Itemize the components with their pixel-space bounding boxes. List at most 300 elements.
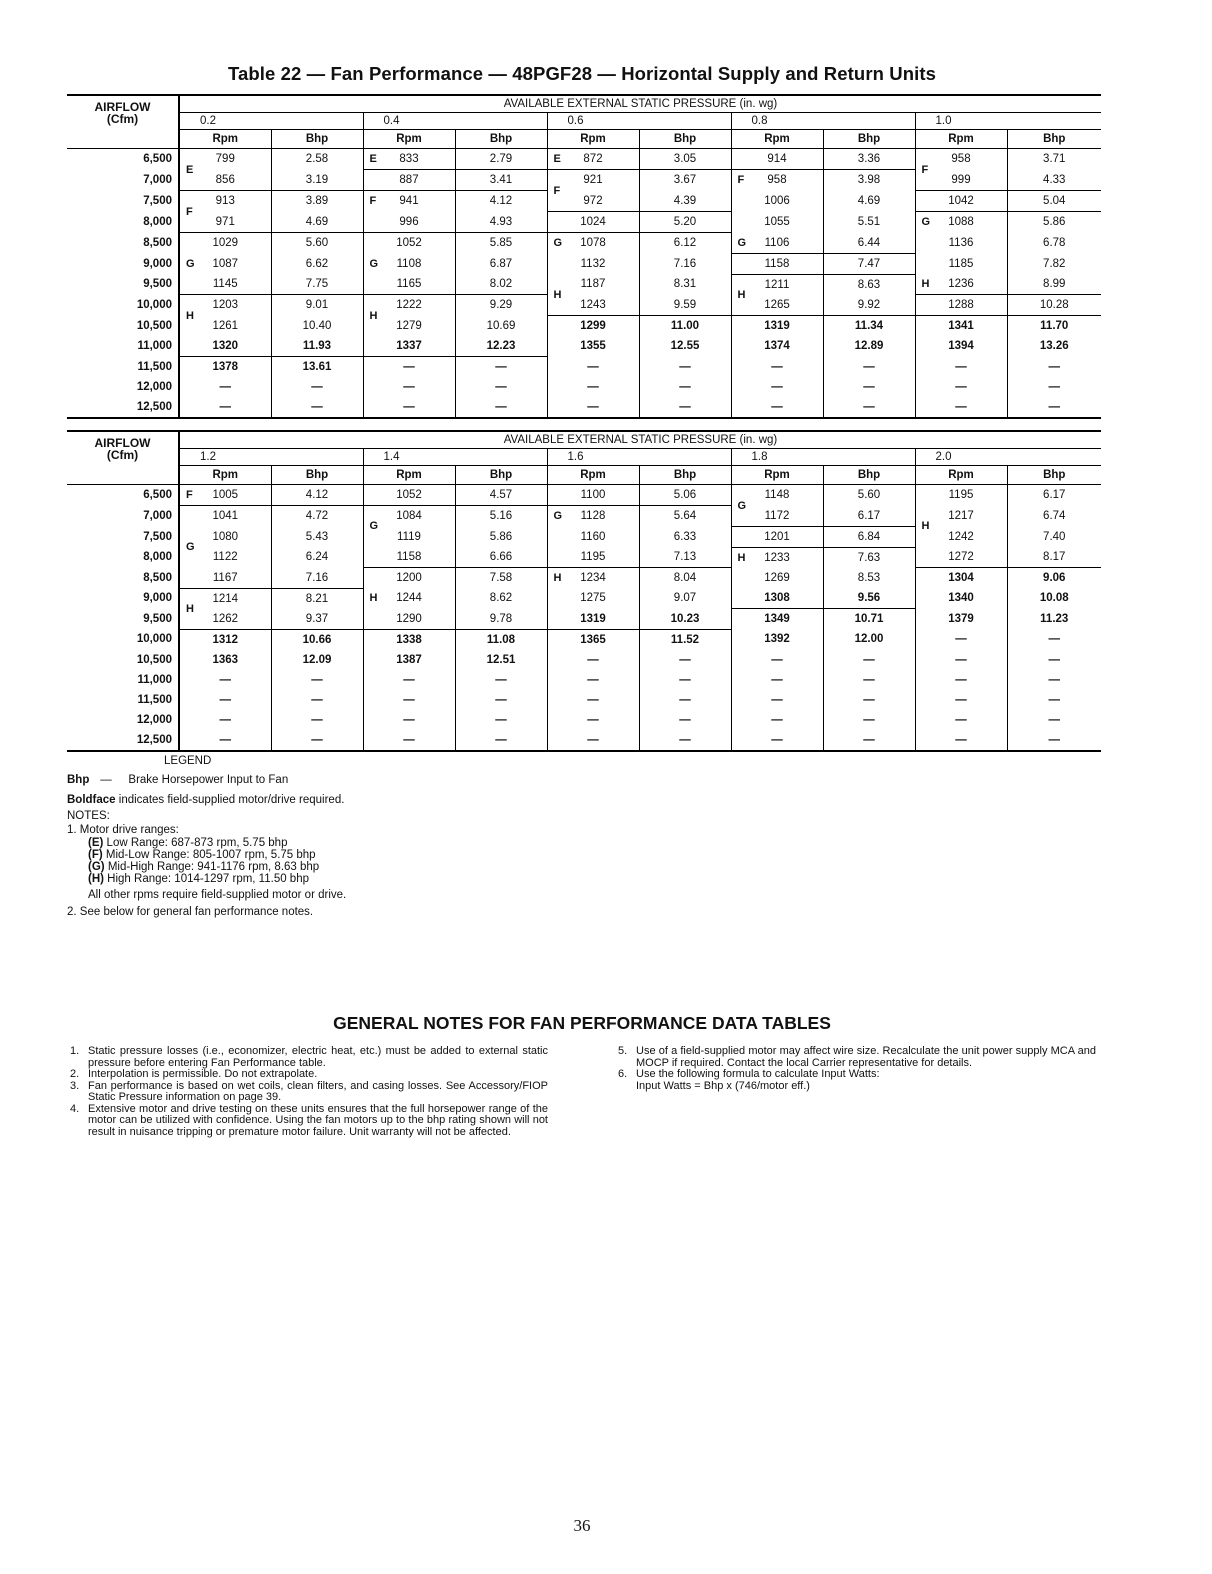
rpm-value — [915, 730, 1007, 751]
rpm-value — [731, 506, 823, 527]
bhp-value — [1007, 170, 1101, 191]
rpm-value — [547, 609, 639, 630]
cell-text: 1195 — [948, 489, 974, 502]
cell-text: — — [771, 360, 783, 373]
bhp-value — [639, 629, 731, 650]
rpm-value — [179, 295, 271, 322]
rpm-value — [915, 670, 1007, 690]
cell-text: 1195 — [580, 551, 606, 563]
rpm-value — [363, 295, 455, 322]
cell-text: 1304 — [948, 572, 974, 584]
cell-text: — — [863, 673, 875, 686]
bhp-value — [455, 629, 547, 650]
cell-text: — — [587, 693, 599, 706]
bhp-value — [639, 485, 731, 506]
drive-range-letter: H — [553, 288, 562, 301]
note-text: Static pressure losses (i.e., economizer, electric heat, etc.) must be added to external static pressure before entering Fan Performance table. — [88, 1045, 548, 1069]
cell-text: 913 — [215, 195, 235, 208]
pressure-header: 1.0 — [915, 113, 1101, 130]
cell-text: 833 — [399, 153, 419, 165]
drive-range-text: Mid-High Range: 941-1176 rpm, 8.63 bhp — [107, 861, 320, 873]
cell-text: 12.89 — [854, 340, 884, 353]
bhp-value — [823, 170, 915, 191]
bhp-value — [639, 316, 731, 337]
rpm-value — [731, 526, 823, 547]
legend-bhp-def: Brake Horsepower Input to Fan — [128, 774, 289, 786]
bhp-value — [823, 547, 915, 568]
bhp-value — [271, 316, 363, 337]
cell-text: 996 — [399, 215, 419, 228]
cell-text: 1024 — [580, 216, 606, 228]
cell-text: 1299 — [580, 320, 606, 332]
cell-text: 1158 — [764, 257, 790, 270]
cell-text: 1262 — [212, 612, 239, 625]
rpm-value — [547, 149, 639, 170]
airflow-value: 9,000 — [67, 253, 179, 274]
rpm-value — [179, 485, 271, 506]
cell-text: 6.17 — [1043, 489, 1066, 502]
bhp-value — [1007, 588, 1101, 609]
cell-text: 5.86 — [1043, 216, 1066, 229]
cell-text: 5.16 — [489, 510, 513, 522]
drive-range-letter: F — [921, 163, 929, 176]
cell-text: 1211 — [764, 278, 790, 291]
rpm-value — [731, 316, 823, 337]
cell-text: 11.08 — [486, 633, 516, 646]
cell-text: 1042 — [948, 195, 974, 207]
general-notes-title: GENERAL NOTES FOR FAN PERFORMANCE DATA TABLES — [333, 1013, 831, 1033]
rpm-value — [179, 730, 271, 751]
cell-text: 9.07 — [673, 592, 697, 605]
rpm-value — [363, 629, 455, 650]
drive-range-item — [88, 849, 667, 861]
cell-text: 1132 — [580, 257, 606, 270]
cell-text: 1312 — [212, 633, 239, 646]
general-note — [618, 1069, 1096, 1081]
note-number: 5. — [618, 1045, 628, 1057]
airflow-value: 10,000 — [67, 295, 179, 316]
legend-bhp — [67, 773, 667, 787]
bhp-value — [455, 650, 547, 670]
bhp-value — [455, 588, 547, 609]
rpm-value — [915, 212, 1007, 233]
cell-text: 941 — [399, 195, 419, 208]
cell-text: 10.66 — [302, 633, 332, 646]
bhp-value — [271, 377, 363, 397]
cell-text: 1222 — [396, 299, 422, 312]
cell-text: 1055 — [764, 216, 790, 228]
rpm-value — [363, 274, 455, 295]
bhp-header: Bhp — [1007, 466, 1101, 485]
cell-text: 1234 — [580, 572, 606, 584]
bhp-value — [639, 336, 731, 357]
airflow-value: 7,000 — [67, 170, 179, 191]
rpm-value — [179, 253, 271, 274]
rpm-value — [363, 253, 455, 274]
drive-ranges — [88, 837, 667, 885]
cell-text: 3.98 — [857, 174, 881, 187]
note-text: Use of a field-supplied motor may affect wire size. Recalculate the unit power supply MCA and MOCP if required. Contact the local Carrier representative for details. — [636, 1045, 1096, 1069]
rpm-value — [915, 690, 1007, 710]
rpm-header: Rpm — [179, 466, 271, 485]
rpm-value — [363, 710, 455, 730]
cell-text: 1214 — [212, 592, 239, 605]
cell-text: 1052 — [396, 489, 422, 501]
bhp-value — [823, 485, 915, 506]
bhp-value — [1007, 526, 1101, 547]
rpm-value — [915, 295, 1007, 316]
drive-range-letter: E — [369, 153, 377, 165]
cell-text: 7.58 — [489, 572, 513, 584]
rpm-value — [179, 710, 271, 730]
bhp-value — [823, 191, 915, 212]
bhp-value — [639, 588, 731, 609]
drive-range-letter: E — [553, 153, 561, 165]
cell-text: 1288 — [948, 299, 974, 311]
cell-text: — — [955, 693, 967, 706]
bhp-value — [639, 526, 731, 547]
bhp-value — [639, 212, 731, 233]
cell-text: 1341 — [948, 320, 974, 332]
cell-text: 1374 — [764, 340, 790, 353]
rpm-value — [915, 170, 1007, 191]
rpm-value — [915, 397, 1007, 418]
rpm-value — [363, 170, 455, 191]
rpm-value — [179, 547, 271, 568]
cell-text: 4.12 — [489, 195, 513, 208]
bhp-value — [455, 295, 547, 316]
rpm-value — [363, 690, 455, 710]
drive-range-text: Mid-Low Range: 805-1007 rpm, 5.75 bhp — [105, 849, 316, 861]
bhp-value — [271, 336, 363, 357]
rpm-value — [363, 526, 455, 547]
rpm-value — [363, 191, 455, 212]
cell-text: 11.34 — [854, 320, 884, 332]
airflow-value: 12,500 — [67, 730, 179, 751]
bhp-value — [823, 397, 915, 418]
cell-text: 8.63 — [857, 278, 881, 291]
rpm-value — [179, 336, 271, 357]
note-text: Extensive motor and drive testing on these units ensures that the full horsepower range of the motor can be utilized with confidence. Using the fan motors up to the bhp rating shown will not result in nuisance tripping or premature motor failure. Unit warranty will not be affected. — [88, 1102, 548, 1138]
rpm-value — [179, 609, 271, 630]
cell-text: 958 — [767, 174, 787, 187]
cell-text: — — [863, 360, 875, 373]
cell-text: — — [771, 381, 783, 393]
rpm-value — [547, 547, 639, 568]
bhp-value — [271, 526, 363, 547]
cell-text: 6.87 — [489, 257, 513, 270]
airflow-value: 9,000 — [67, 588, 179, 609]
rpm-value — [915, 149, 1007, 176]
input-watts-formula: Input Watts = Bhp x (746/motor eff.) — [636, 1079, 810, 1092]
bhp-value — [271, 629, 363, 650]
cell-text: — — [679, 401, 691, 413]
rpm-value — [915, 710, 1007, 730]
rpm-value — [915, 547, 1007, 568]
drive-range-letter: H — [186, 602, 194, 615]
cell-text: 1236 — [948, 278, 974, 290]
rpm-value — [731, 191, 823, 212]
rpm-value — [547, 377, 639, 397]
rpm-value — [179, 170, 271, 191]
cell-text: 7.63 — [857, 551, 881, 564]
cell-text: 1005 — [212, 489, 239, 501]
rpm-value — [547, 690, 639, 710]
note-2: 2. See below for general fan performance notes. — [67, 906, 314, 918]
rpm-value — [731, 730, 823, 751]
rpm-value — [915, 629, 1007, 650]
cell-text: 2.79 — [489, 153, 513, 165]
cell-text: 1290 — [396, 612, 422, 625]
rpm-value — [179, 233, 271, 254]
cell-text: — — [495, 693, 507, 706]
cell-text: 1279 — [396, 319, 422, 332]
bhp-header: Bhp — [1007, 130, 1101, 149]
cell-text: 1363 — [212, 653, 239, 666]
cell-text: 7.13 — [673, 551, 697, 563]
bhp-value — [271, 547, 363, 568]
drive-range-letter: H — [737, 551, 746, 564]
drive-range-letter: F — [186, 489, 193, 501]
drive-range-item — [88, 861, 667, 873]
cell-text: 1006 — [764, 195, 790, 207]
cell-text: — — [219, 381, 231, 393]
cell-text: 1087 — [212, 257, 239, 270]
cell-text: 3.89 — [305, 195, 329, 208]
cell-text: 4.33 — [1043, 173, 1066, 186]
rpm-value — [547, 316, 639, 337]
rpm-value — [547, 650, 639, 670]
airflow-value: 8,000 — [67, 212, 179, 233]
cell-text: — — [403, 733, 415, 746]
rpm-value — [547, 233, 639, 254]
bhp-value — [639, 547, 731, 568]
rpm-value — [547, 485, 639, 506]
rpm-value — [547, 710, 639, 730]
cell-text: 5.60 — [305, 237, 329, 249]
bhp-value — [455, 730, 547, 751]
general-note — [70, 1081, 548, 1104]
cell-text: 8.17 — [1043, 551, 1066, 563]
cell-text: 1145 — [212, 278, 238, 290]
rpm-value — [915, 274, 1007, 295]
rpm-value — [731, 670, 823, 690]
bhp-value — [639, 295, 731, 316]
pressure-header: 2.0 — [915, 449, 1101, 466]
bhp-value — [1007, 547, 1101, 568]
rpm-header: Rpm — [915, 130, 1007, 149]
legend-heading: LEGEND — [164, 755, 212, 767]
cell-text: 958 — [951, 153, 971, 166]
rpm-value — [179, 191, 271, 218]
cell-text: 1100 — [580, 489, 606, 501]
rpm-value — [915, 485, 1007, 506]
cell-text: 5.60 — [857, 489, 881, 502]
drive-range-code: (F) — [88, 849, 103, 861]
airflow-value: 7,500 — [67, 191, 179, 212]
bhp-value — [639, 253, 731, 274]
cell-text: 12.55 — [670, 340, 700, 353]
bhp-value — [1007, 336, 1101, 357]
cell-text: 1337 — [396, 340, 422, 352]
pressure-header: 1.2 — [179, 449, 363, 466]
bhp-value — [271, 233, 363, 254]
airflow-unit: (Cfm) — [106, 111, 139, 126]
rpm-value — [179, 506, 271, 527]
bhp-value — [271, 690, 363, 710]
rpm-value — [915, 191, 1007, 212]
airflow-value: 12,500 — [67, 397, 179, 418]
cell-text: 13.26 — [1039, 340, 1069, 353]
bhp-value — [639, 568, 731, 589]
cell-text: 1148 — [764, 489, 790, 502]
rpm-value — [179, 397, 271, 418]
cell-text: 9.06 — [1043, 572, 1066, 584]
pressure-header: 1.8 — [731, 449, 915, 466]
rpm-value — [547, 295, 639, 316]
drive-range-letter: G — [369, 520, 379, 532]
rpm-value — [179, 650, 271, 670]
rpm-header: Rpm — [179, 130, 271, 149]
drive-range-letter: H — [921, 520, 930, 532]
bhp-header: Bhp — [271, 466, 363, 485]
drive-range-letter: F — [737, 174, 745, 187]
bhp-value — [823, 670, 915, 690]
cell-text: — — [587, 653, 599, 666]
rpm-header: Rpm — [731, 466, 823, 485]
bhp-value — [823, 336, 915, 357]
bhp-value — [455, 233, 547, 254]
rpm-value — [915, 506, 1007, 532]
cell-text: 1185 — [948, 257, 974, 270]
cell-text: 1187 — [580, 278, 606, 291]
bhp-value — [823, 357, 915, 378]
cell-text: 1233 — [764, 551, 790, 564]
rpm-value — [363, 336, 455, 357]
cell-text: — — [311, 401, 323, 413]
cell-text: 914 — [767, 153, 787, 165]
cell-text: 1172 — [764, 509, 790, 522]
cell-text: 1387 — [396, 653, 422, 666]
cell-text: — — [403, 673, 415, 686]
bhp-value — [823, 730, 915, 751]
rpm-value — [915, 526, 1007, 547]
cell-text: 12.23 — [486, 340, 516, 352]
airflow-unit: (Cfm) — [106, 447, 139, 462]
cell-text: 1080 — [212, 530, 239, 543]
cell-text: 6.74 — [1043, 509, 1066, 522]
rpm-value — [363, 568, 455, 589]
bhp-value — [823, 710, 915, 730]
cell-text: — — [219, 673, 231, 686]
cell-text: 9.56 — [857, 592, 881, 604]
rpm-header: Rpm — [547, 466, 639, 485]
cell-text: 6.66 — [489, 551, 513, 563]
cell-text: 1041 — [212, 510, 239, 522]
cell-text: 1275 — [580, 592, 606, 605]
cell-text: — — [771, 693, 783, 706]
cell-text: 872 — [583, 153, 603, 165]
cell-text: — — [955, 733, 967, 746]
airflow-value: 10,000 — [67, 629, 179, 650]
rpm-value — [363, 650, 455, 670]
drive-range-letter: G — [553, 237, 563, 249]
bhp-value — [639, 710, 731, 730]
cell-text: 9.37 — [305, 612, 329, 625]
bhp-value — [823, 233, 915, 254]
bhp-value — [271, 485, 363, 506]
bhp-header: Bhp — [271, 130, 363, 149]
cell-text: — — [955, 713, 967, 726]
rpm-header: Rpm — [547, 130, 639, 149]
drive-range-code: (E) — [88, 837, 104, 849]
legend-boldface-note — [67, 793, 667, 807]
drive-range-letter: H — [369, 592, 378, 605]
bhp-value — [639, 357, 731, 378]
bhp-value — [639, 650, 731, 670]
pressure-header: 0.2 — [179, 113, 363, 130]
drive-range-letter: H — [921, 278, 930, 290]
cell-text: 1319 — [764, 320, 790, 332]
cell-text: 5.20 — [673, 216, 697, 228]
rpm-value — [915, 588, 1007, 609]
rpm-value — [915, 650, 1007, 670]
bhp-value — [1007, 357, 1101, 378]
cell-text: — — [771, 733, 783, 746]
airflow-value: 6,500 — [67, 485, 179, 506]
rpm-value — [547, 397, 639, 418]
cell-text: 1029 — [212, 237, 239, 249]
rpm-value — [731, 212, 823, 233]
rpm-value — [363, 212, 455, 233]
cell-text: 1128 — [580, 510, 606, 522]
cell-text: — — [1048, 653, 1060, 666]
rpm-value — [363, 506, 455, 532]
bhp-value — [823, 274, 915, 295]
cell-text: — — [771, 713, 783, 726]
airflow-value: 6,500 — [67, 149, 179, 170]
cell-text: — — [311, 673, 323, 686]
note-1-tail: All other rpms require field-supplied motor or drive. — [88, 889, 347, 901]
bhp-value — [1007, 670, 1101, 690]
bhp-value — [823, 650, 915, 670]
cell-text: — — [679, 673, 691, 686]
bhp-value — [455, 568, 547, 589]
bhp-value — [271, 149, 363, 170]
cell-text: 8.62 — [489, 592, 513, 605]
cell-text: — — [311, 713, 323, 726]
rpm-value — [547, 274, 639, 301]
cell-text: 8.31 — [673, 278, 697, 291]
cell-text: 1052 — [396, 237, 422, 249]
airflow-label: AIRFLOW — [94, 99, 151, 114]
cell-text: 5.43 — [305, 530, 329, 543]
cell-text: — — [219, 733, 231, 746]
bhp-value — [271, 212, 363, 233]
bhp-value — [271, 568, 363, 589]
cell-text: 5.51 — [857, 216, 881, 228]
legend-bhp-dash: — — [100, 774, 112, 786]
cell-text: 11.23 — [1040, 612, 1069, 625]
cell-text: 11.00 — [670, 320, 700, 332]
drive-range-letter: G — [737, 236, 747, 249]
drive-range-text: High Range: 1014-1297 rpm, 11.50 bhp — [107, 873, 309, 885]
rpm-header: Rpm — [363, 130, 455, 149]
bhp-value — [455, 377, 547, 397]
cell-text: — — [219, 713, 231, 726]
cell-text: 1349 — [764, 613, 790, 625]
rpm-value — [731, 485, 823, 512]
